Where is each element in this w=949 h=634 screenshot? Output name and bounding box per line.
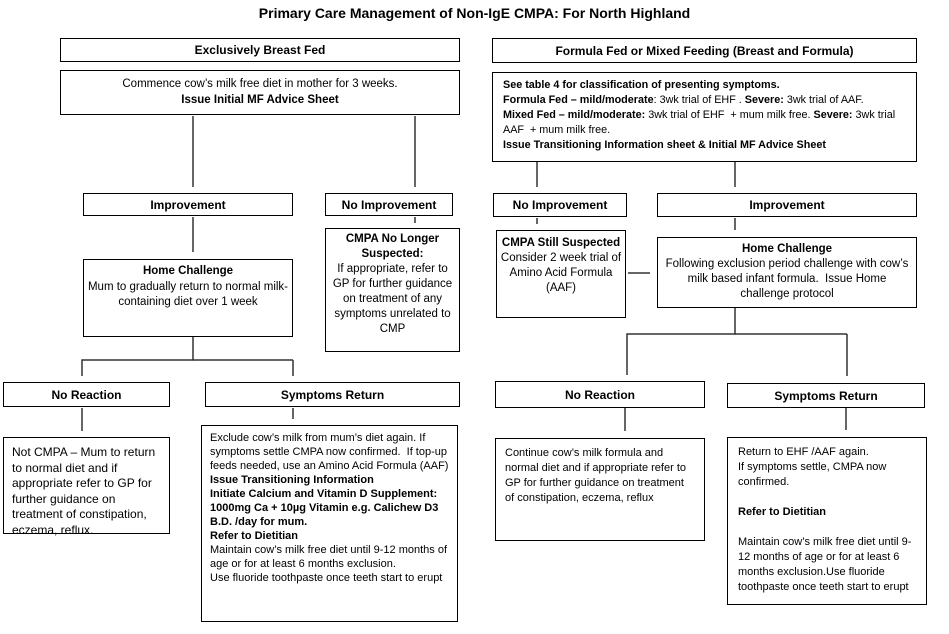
home-challenge-right-body: Following exclusion period challenge with cow’s milk based infant formula. Issue Home challenge protocol	[665, 258, 912, 300]
cmpa-still-title: CMPA Still Suspected	[501, 237, 621, 249]
no-reaction-right-label: No Reaction	[564, 387, 635, 402]
node-classification	[492, 72, 917, 162]
node-not-cmpa	[3, 437, 170, 537]
classification-formula-fed-text: : 3wk trial of EHF .	[653, 94, 745, 106]
node-improvement-right	[657, 193, 917, 217]
node-cmpa-still-suspected	[496, 230, 626, 318]
node-symptoms-return-left	[205, 382, 460, 407]
node-formula-header	[492, 38, 917, 63]
exclude-maintain-diet: Maintain cow’s milk free diet until 9-12 months of age or for at least 6 months exclusion.	[210, 544, 448, 570]
return-ehf-p1: Return to EHF /AAF again.	[738, 446, 869, 458]
exclude-fluoride: Use fluoride toothpaste once teeth start to erupt	[210, 572, 443, 584]
exclude-refer-dietitian: Refer to Dietitian	[210, 530, 299, 542]
symptoms-return-left-label: Symptoms Return	[280, 387, 385, 402]
symptoms-return-right-label: Symptoms Return	[774, 388, 878, 403]
node-home-challenge-right	[657, 237, 917, 308]
classification-mixed-fed-bold: Mixed Fed – mild/moderate:	[503, 109, 646, 121]
cmpa-still-body: Consider 2 week trial of Amino Acid Formula (AAF)	[500, 252, 622, 294]
exclude-p1: Exclude cow’s milk from mum’s diet again. If symptoms settle CMPA now confirmed. If top-up feeds needed, use an Amino Acid Formula (AAF)	[210, 432, 451, 472]
formula-header-label: Formula Fed or Mixed Feeding (Breast and Formula)	[555, 43, 854, 58]
return-ehf-refer-dietitian: Refer to Dietitian	[738, 506, 827, 518]
node-symptoms-return-right	[727, 383, 925, 408]
node-improvement-left	[83, 193, 293, 216]
cmpa-no-longer-title: CMPA No Longer Suspected:	[345, 233, 440, 260]
no-improvement-left-label: No Improvement	[341, 197, 437, 212]
not-cmpa-body: Not CMPA – Mum to return to normal diet and if appropriate refer to GP for further guidance on treatment of constipation, eczema, reflux.	[12, 445, 156, 537]
breastfed-protocol-line1: Commence cow’s milk free diet in mother for 3 weeks.	[122, 78, 398, 90]
node-exclude-milk-again	[201, 425, 458, 622]
node-no-improvement-left	[325, 193, 453, 216]
home-challenge-left-title: Home Challenge	[142, 265, 234, 277]
breastfed-protocol-line2: Issue Initial MF Advice Sheet	[181, 94, 339, 106]
arrow-home-challenge-right-split-left	[627, 308, 735, 375]
breastfed-header-label: Exclusively Breast Fed	[194, 43, 326, 57]
node-continue-formula	[495, 438, 705, 541]
classification-mixed-fed	[503, 108, 906, 138]
classification-formula-severe-bold: Severe:	[744, 94, 784, 106]
continue-formula-body: Continue cow’s milk formula and normal diet and if appropriate refer to GP for further guidance on treatment of constipation, eczema, reflux	[505, 447, 686, 504]
classification-mixed-fed-text: 3wk trial of EHF + mum milk free.	[645, 109, 814, 121]
improvement-right-label: Improvement	[749, 198, 825, 212]
home-challenge-right-title: Home Challenge	[741, 243, 833, 255]
node-home-challenge-left	[83, 259, 293, 337]
arrow-home-challenge-left-split-left	[82, 337, 193, 376]
classification-formula-severe-text: 3wk trial of AAF.	[783, 94, 864, 106]
classification-issue-sheets: Issue Transitioning Information sheet & Initial MF Advice Sheet	[503, 139, 826, 151]
classification-mixed-severe-bold: Severe:	[813, 109, 853, 121]
exclude-calcium-supplement: Initiate Calcium and Vitamin D Supplement: 1000mg Ca + 10µg Vitamin e.g. Calichew D3 B.D. /day for mum.	[210, 488, 439, 528]
classification-mixed-severe-text: 3wk trial AAF + mum milk free.	[503, 109, 898, 136]
return-ehf-p2: If symptoms settle, CMPA now confirmed.	[738, 461, 887, 488]
node-breastfed-header	[60, 38, 460, 62]
node-cmpa-no-longer-suspected	[325, 228, 460, 352]
node-no-reaction-left	[3, 382, 170, 407]
no-improvement-right-label: No Improvement	[512, 198, 608, 212]
node-return-to-ehf	[727, 437, 927, 605]
home-challenge-left-body: Mum to gradually return to normal milk-containing diet over 1 week	[87, 280, 289, 308]
node-breastfed-protocol	[60, 70, 460, 115]
page-title: Primary Care Management of Non-IgE CMPA: For North Highland	[258, 5, 691, 21]
cmpa-no-longer-body: If appropriate, refer to GP for further guidance on treatment of any symptoms unrelated to CMP	[332, 263, 453, 335]
node-no-improvement-right	[493, 193, 627, 217]
no-reaction-left-label: No Reaction	[51, 387, 122, 402]
return-ehf-maintain: Maintain cow’s milk free diet until 9-12 months of age or for at least 6 months exclusion.Use fluoride toothpaste once teeth start to erupt	[738, 536, 912, 593]
classification-formula-fed	[503, 93, 906, 108]
classification-formula-fed-bold: Formula Fed – mild/moderate	[503, 94, 654, 106]
node-no-reaction-right	[495, 381, 705, 408]
improvement-left-label: Improvement	[150, 197, 226, 212]
classification-see-table: See table 4 for classification of presenting symptoms.	[503, 79, 780, 91]
exclude-issue-transitioning: Issue Transitioning Information	[210, 474, 374, 486]
